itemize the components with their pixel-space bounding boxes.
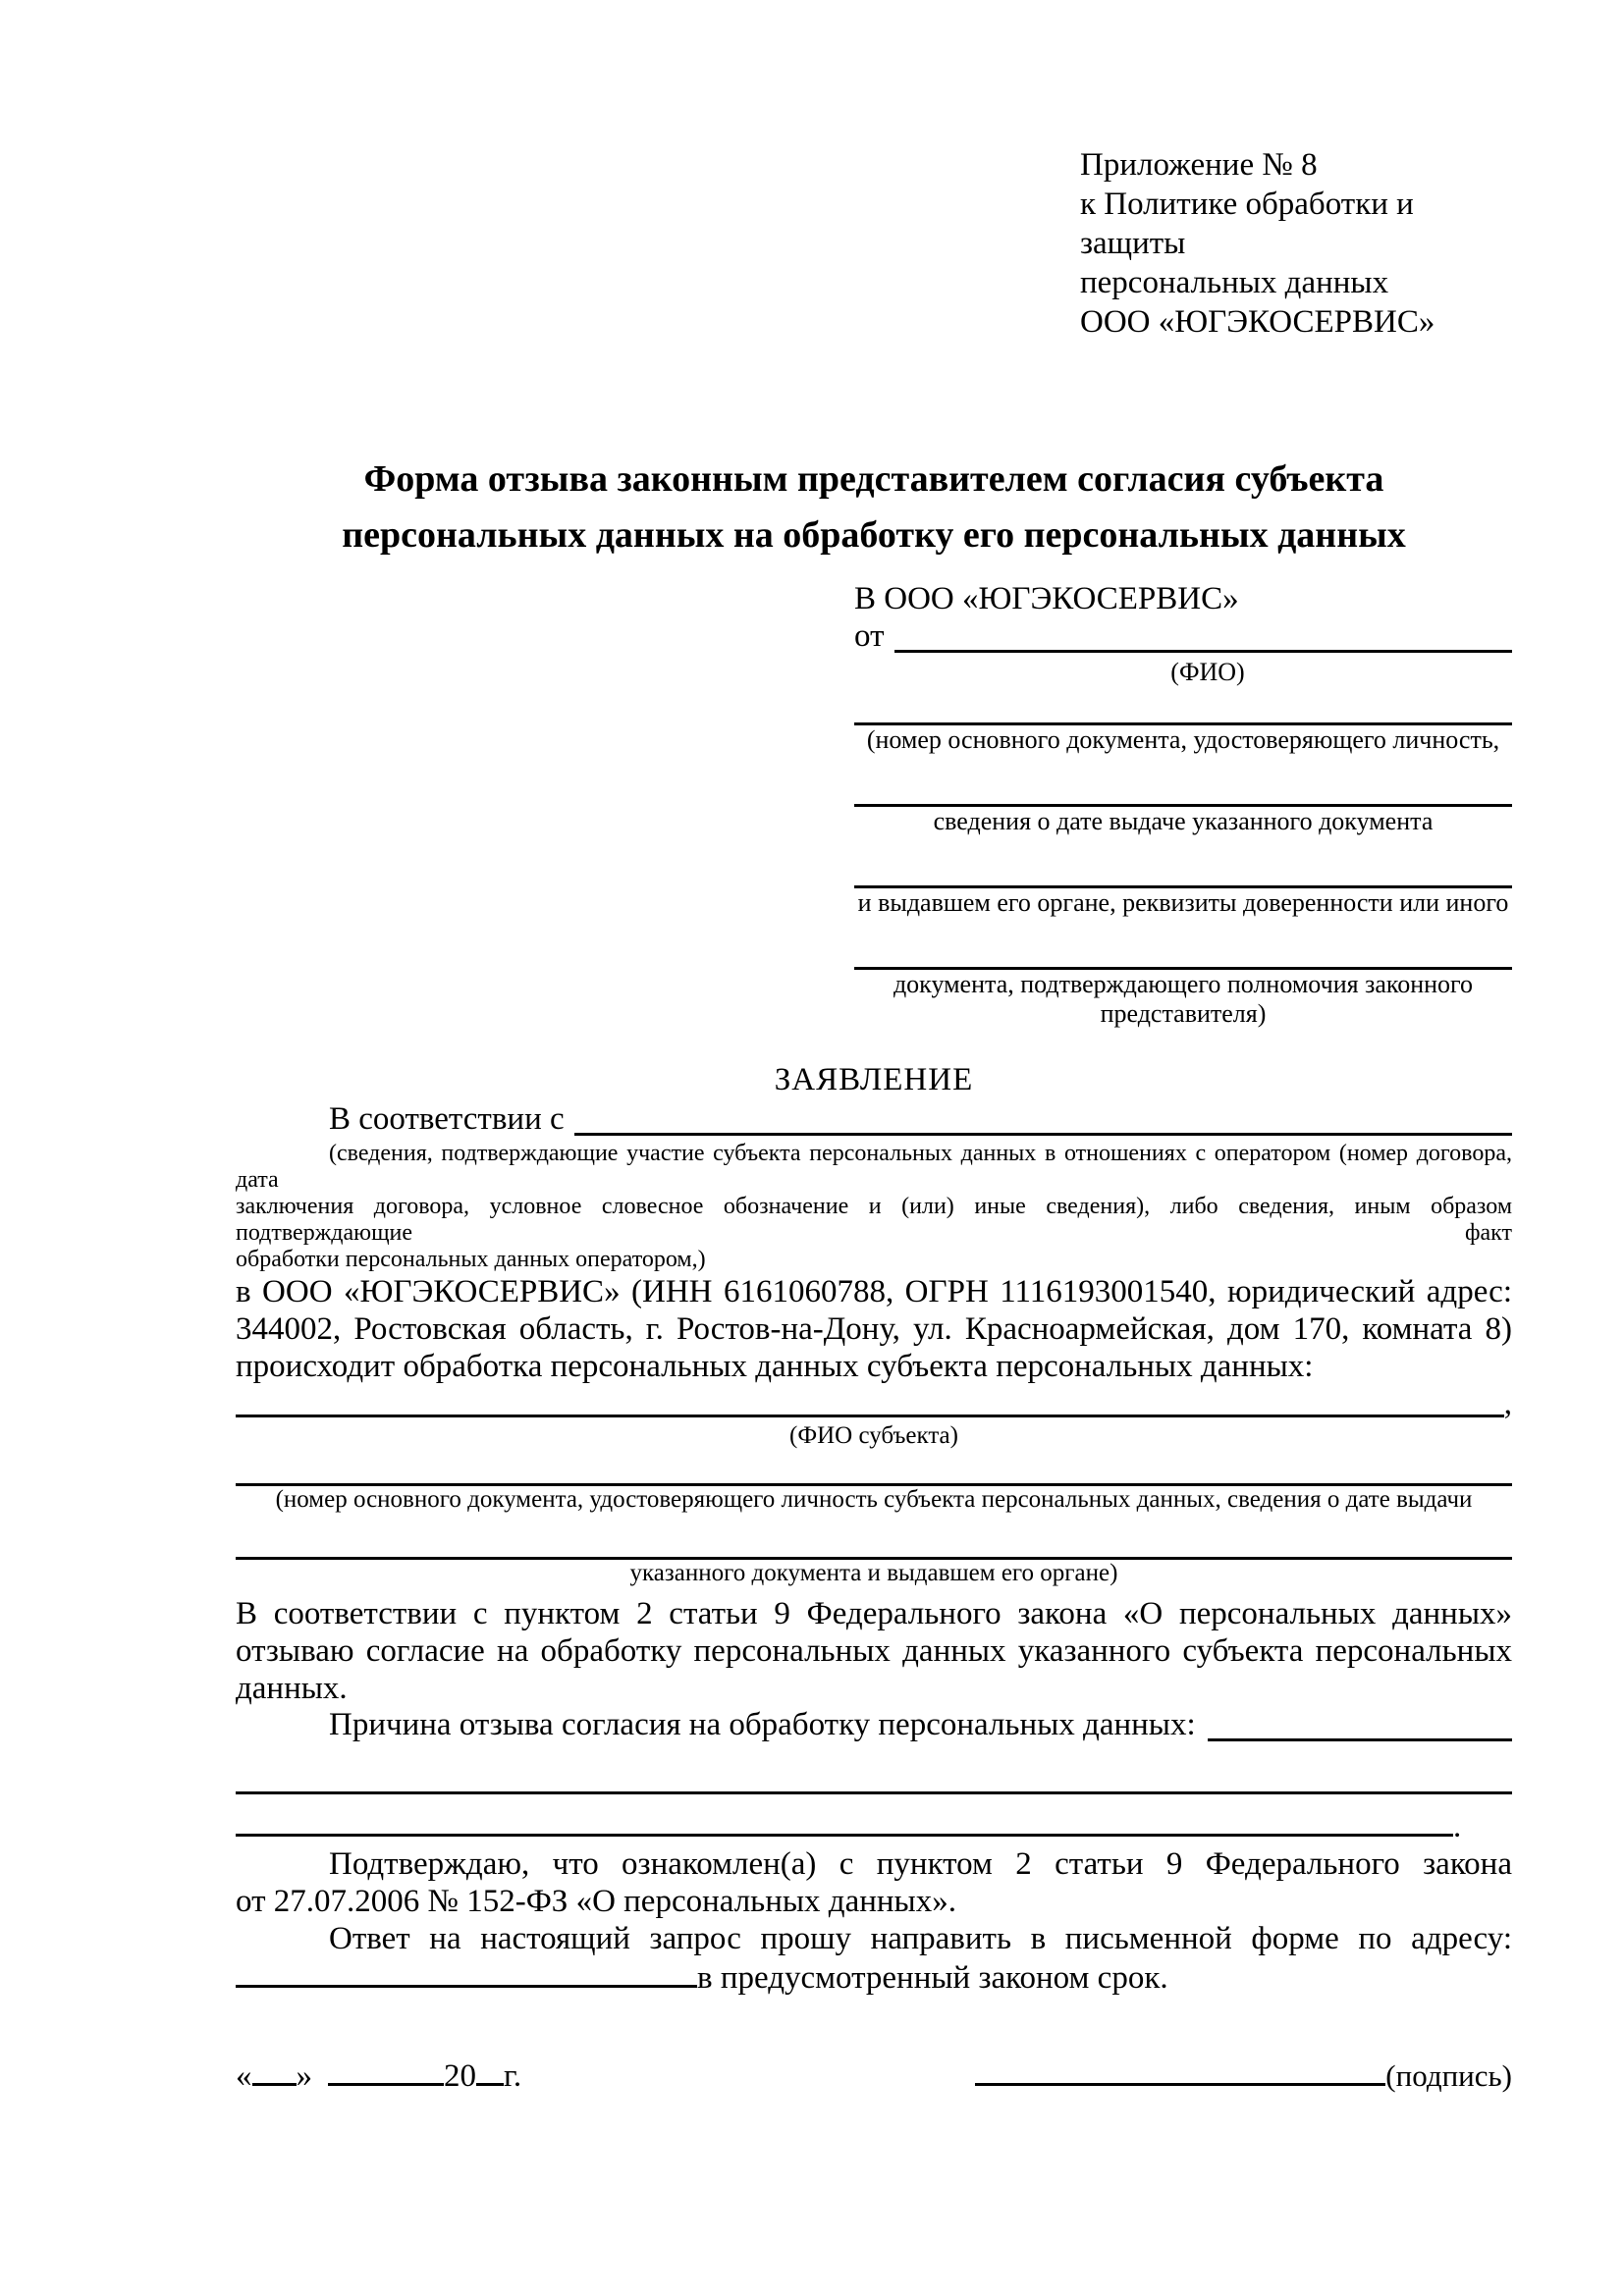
withdraw-line: В соответствии с пунктом 2 статьи 9 Федерального закона «О персональных данных» (236, 1596, 1512, 1631)
from-row (854, 618, 1512, 658)
according-row (236, 1101, 1512, 1141)
operator-paragraph (236, 1273, 1512, 1385)
address-blank-line (236, 1957, 697, 1988)
reason-blank-line (236, 1774, 1512, 1794)
addressee-org: В ООО «ЮГЭКОСЕРВИС» (854, 581, 1239, 616)
signature-blank-line (975, 2056, 1385, 2086)
id-doc-caption: документа, подтверждающего полномочия законного представителя) (893, 970, 1474, 1028)
appendix-block (1080, 145, 1512, 342)
id-doc-caption: сведения о дате выдаче указанного документа (933, 807, 1434, 835)
reason-blank-row (236, 1806, 1512, 1845)
withdraw-line: отзываю согласие на обработку персональных данных указанного субъекта персональных (236, 1633, 1512, 1669)
withdraw-line: данных. (236, 1671, 348, 1706)
subject-doc-blank-line (236, 1460, 1512, 1486)
document-title (236, 452, 1512, 563)
subject-fio-blank-line (236, 1385, 1504, 1417)
quote-close-text: » (296, 2058, 312, 2095)
signature-field (975, 2056, 1512, 2097)
subject-fio-row (236, 1385, 1512, 1422)
operator-line: 344002, Ростовская область, г. Ростов-на-Дону, ул. Красноармейская, дом 170, комната 8) (236, 1311, 1512, 1347)
confirm-line: от 27.07.2006 № 152-ФЗ «О персональных данных». (236, 1884, 956, 1920)
id-doc-blank-line (854, 693, 1512, 725)
fio-blank-line (894, 618, 1513, 653)
id-doc-caption: и выдавшем его органе, реквизиты доверенности или иного (857, 888, 1509, 917)
reason-blank-line (1208, 1707, 1512, 1741)
id-doc-blank-line (854, 850, 1512, 888)
date-field (236, 2056, 521, 2097)
according-blank-line (574, 1101, 1512, 1136)
reply-paragraph (236, 1920, 1512, 1997)
id-doc-blank-line (854, 769, 1512, 807)
from-label: от (854, 618, 885, 654)
appendix-line: Приложение № 8 (1080, 147, 1318, 183)
statement-heading: ЗАЯВЛЕНИЕ (774, 1062, 974, 1097)
reply-line (236, 1957, 1512, 1997)
operator-line: происходит обработка персональных данных субъекта персональных данных: (236, 1349, 1314, 1384)
reason-label: Причина отзыва согласия на обработку персональных данных: (329, 1707, 1196, 1742)
reply-line: Ответ на настоящий запрос прошу направить в письменной форме по адресу: (329, 1921, 1512, 1957)
subject-doc-caption: (номер основного документа, удостоверяющего личность субъекта персональных данных, сведения о дате выдачи (275, 1486, 1473, 1513)
year-prefix-text: 20 (444, 2058, 476, 2095)
confirm-line: Подтверждаю, что ознакомлен(а) с пунктом 2 статьи 9 Федерального закона (329, 1846, 1512, 1883)
addressee-block (854, 579, 1512, 1029)
title-line: персональных данных на обработку его персональных данных (342, 514, 1406, 556)
operator-line: в ООО «ЮГЭКОСЕРВИС» (ИНН 6161060788, ОГРН 1116193001540, юридический адрес: (236, 1274, 1512, 1309)
note-line: обработки персональных данных оператором,) (236, 1247, 706, 1272)
id-doc-blank-line (854, 932, 1512, 970)
signature-caption: (подпись) (1385, 2058, 1512, 2094)
quote-open-text: « (236, 2058, 252, 2095)
subject-doc-caption: указанного документа и выдавшем его органе) (629, 1560, 1118, 1586)
fio-caption: (ФИО) (1170, 658, 1245, 686)
date-month-blank (328, 2056, 444, 2086)
comma-text: , (1503, 1386, 1512, 1421)
footer-row (236, 2056, 1512, 2097)
year-suffix-text: г. (504, 2058, 522, 2095)
note-line: заключения договора, условное словесное обозначение и (или) иные сведения), либо сведения, иным образом подтверждающие факт (236, 1194, 1512, 1246)
reason-row (236, 1707, 1512, 1746)
reason-blank-line (236, 1806, 1453, 1837)
appendix-line: персональных данных (1080, 265, 1389, 300)
subject-doc-blank-line (236, 1531, 1512, 1560)
title-line: Форма отзыва законным представителем согласия субъекта (363, 458, 1384, 500)
date-year-blank (476, 2056, 504, 2086)
withdraw-paragraph (236, 1595, 1512, 1707)
note-line: (сведения, подтверждающие участие субъекта персональных данных в отношениях с оператором (номер договора, дата (236, 1141, 1512, 1193)
appendix-line: к Политике обработки и защиты (1080, 187, 1414, 261)
confirm-paragraph (236, 1845, 1512, 1920)
date-day-blank (252, 2056, 297, 2086)
according-label: В соответствии с (329, 1101, 565, 1137)
id-doc-caption: (номер основного документа, удостоверяющего личность, (866, 725, 1500, 754)
period-text: . (1453, 1809, 1462, 1845)
reply-tail-text: в предусмотренный законом срок. (697, 1960, 1168, 1997)
appendix-line: ООО «ЮГЭКОСЕРВИС» (1080, 304, 1435, 340)
subject-fio-caption: (ФИО субъекта) (789, 1422, 958, 1449)
participation-note (236, 1141, 1512, 1273)
